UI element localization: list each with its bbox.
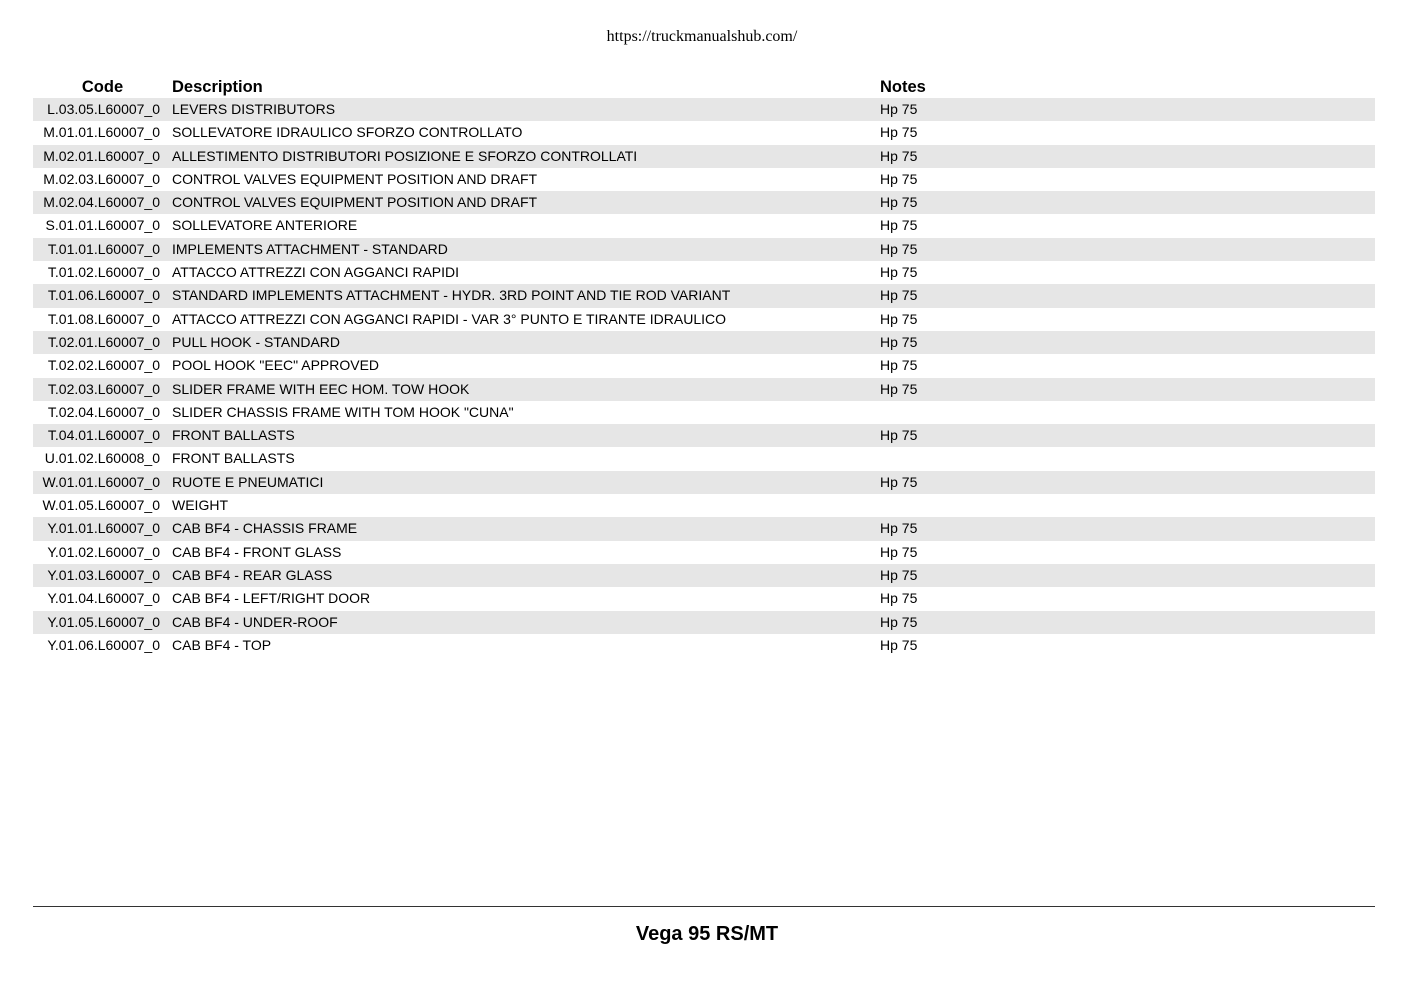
table-row	[33, 98, 1375, 121]
table-row	[33, 331, 1375, 354]
cell-code: W.01.01.L60007_0	[42, 473, 160, 490]
table-row	[33, 634, 1375, 657]
cell-code: S.01.01.L60007_0	[45, 217, 160, 234]
cell-description: FRONT BALLASTS	[172, 427, 295, 444]
cell-description: CAB BF4 - CHASSIS FRAME	[172, 520, 358, 537]
parts-table	[33, 76, 1375, 657]
cell-code: T.02.02.L60007_0	[47, 357, 160, 374]
cell-notes: Hp 75	[880, 613, 918, 630]
table-row	[33, 401, 1375, 424]
cell-description: POOL HOOK "EEC" APPROVED	[172, 357, 380, 374]
cell-description: CAB BF4 - TOP	[172, 636, 272, 653]
cell-code: M.02.01.L60007_0	[43, 147, 160, 164]
cell-description: CONTROL VALVES EQUIPMENT POSITION AND DRAFT	[172, 170, 538, 187]
cell-description: CONTROL VALVES EQUIPMENT POSITION AND DRAFT	[172, 194, 538, 211]
table-row	[33, 424, 1375, 447]
cell-description: IMPLEMENTS ATTACHMENT - STANDARD	[172, 240, 448, 257]
cell-code: L.03.05.L60007_0	[47, 101, 160, 117]
cell-notes: Hp 75	[880, 473, 918, 490]
cell-code: Y.01.01.L60007_0	[47, 520, 160, 537]
table-row	[33, 587, 1375, 610]
table-row	[33, 284, 1375, 307]
cell-notes: Hp 75	[880, 217, 918, 234]
cell-description: FRONT BALLASTS	[172, 450, 295, 467]
cell-code: M.02.03.L60007_0	[43, 170, 160, 187]
table-row	[33, 261, 1375, 284]
cell-code: T.01.06.L60007_0	[47, 287, 160, 304]
table-row	[33, 564, 1375, 587]
cell-code: M.01.01.L60007_0	[43, 124, 160, 141]
cell-code: U.01.02.L60008_0	[44, 450, 160, 467]
cell-notes: Hp 75	[880, 566, 918, 583]
table-row	[33, 191, 1375, 214]
table-body	[33, 98, 1375, 657]
cell-description: CAB BF4 - UNDER-ROOF	[172, 613, 338, 630]
cell-code: T.02.03.L60007_0	[47, 380, 160, 397]
cell-notes: Hp 75	[880, 194, 918, 211]
cell-code: T.02.04.L60007_0	[47, 403, 160, 420]
table-row	[33, 447, 1375, 470]
cell-description: SOLLEVATORE ANTERIORE	[172, 217, 358, 234]
table-row	[33, 611, 1375, 634]
cell-description: LEVERS DISTRIBUTORS	[172, 101, 336, 117]
cell-description: SOLLEVATORE IDRAULICO SFORZO CONTROLLATO	[172, 124, 523, 141]
cell-description: CAB BF4 - REAR GLASS	[172, 566, 333, 583]
table-row	[33, 517, 1375, 540]
table-row	[33, 471, 1375, 494]
cell-description: WEIGHT	[172, 497, 228, 514]
cell-notes: Hp 75	[880, 427, 918, 444]
footer-title: Vega 95 RS/MT	[635, 923, 779, 945]
cell-notes: Hp 75	[880, 170, 918, 187]
cell-notes: Hp 75	[880, 101, 918, 117]
table-row	[33, 541, 1375, 564]
cell-notes: Hp 75	[880, 310, 918, 327]
cell-notes: Hp 75	[880, 264, 918, 281]
cell-notes: Hp 75	[880, 636, 918, 653]
table-row	[33, 308, 1375, 331]
cell-description: PULL HOOK - STANDARD	[172, 333, 341, 350]
column-header-code: Code	[81, 78, 124, 96]
cell-notes: Hp 75	[880, 124, 918, 141]
cell-code: T.04.01.L60007_0	[47, 427, 160, 444]
cell-description: CAB BF4 - LEFT/RIGHT DOOR	[172, 590, 371, 607]
column-header-notes: Notes	[880, 78, 926, 96]
cell-description: SLIDER FRAME WITH EEC HOM. TOW HOOK	[172, 380, 470, 397]
column-header-description: Description	[172, 78, 263, 96]
table-row	[33, 214, 1375, 237]
table-row	[33, 354, 1375, 377]
cell-code: Y.01.03.L60007_0	[47, 566, 160, 583]
cell-notes: Hp 75	[880, 543, 918, 560]
cell-notes: Hp 75	[880, 380, 918, 397]
cell-code: T.01.02.L60007_0	[47, 264, 160, 281]
cell-description: ATTACCO ATTREZZI CON AGGANCI RAPIDI	[172, 264, 460, 281]
cell-code: M.02.04.L60007_0	[43, 194, 160, 211]
table-header-row	[33, 76, 1375, 98]
table-row	[33, 494, 1375, 517]
cell-code: Y.01.06.L60007_0	[47, 636, 160, 653]
cell-code: T.01.01.L60007_0	[47, 240, 160, 257]
cell-notes: Hp 75	[880, 590, 918, 607]
cell-notes: Hp 75	[880, 240, 918, 257]
cell-code: Y.01.05.L60007_0	[47, 613, 160, 630]
cell-code: T.01.08.L60007_0	[47, 310, 160, 327]
cell-description: CAB BF4 - FRONT GLASS	[172, 543, 342, 560]
footer-divider	[33, 906, 1375, 907]
cell-description: RUOTE E PNEUMATICI	[172, 473, 324, 490]
cell-code: T.02.01.L60007_0	[47, 333, 160, 350]
table-row	[33, 145, 1375, 168]
cell-code: Y.01.02.L60007_0	[47, 543, 160, 560]
cell-description: ATTACCO ATTREZZI CON AGGANCI RAPIDI - VAR 3° PUNTO E TIRANTE IDRAULICO	[172, 310, 726, 327]
cell-code: Y.01.04.L60007_0	[47, 590, 160, 607]
cell-notes: Hp 75	[880, 520, 918, 537]
cell-description: ALLESTIMENTO DISTRIBUTORI POSIZIONE E SFORZO CONTROLLATI	[172, 147, 638, 164]
table-row	[33, 121, 1375, 144]
table-row	[33, 378, 1375, 401]
cell-notes: Hp 75	[880, 147, 918, 164]
cell-code: W.01.05.L60007_0	[42, 497, 160, 514]
cell-notes: Hp 75	[880, 357, 918, 374]
cell-description: SLIDER CHASSIS FRAME WITH TOM HOOK "CUNA"	[172, 403, 514, 420]
cell-notes: Hp 75	[880, 287, 918, 304]
cell-notes: Hp 75	[880, 333, 918, 350]
table-row	[33, 238, 1375, 261]
header-url: https://truckmanualshub.com/	[606, 28, 798, 45]
cell-description: STANDARD IMPLEMENTS ATTACHMENT - HYDR. 3RD POINT AND TIE ROD VARIANT	[172, 287, 731, 304]
table-row	[33, 168, 1375, 191]
